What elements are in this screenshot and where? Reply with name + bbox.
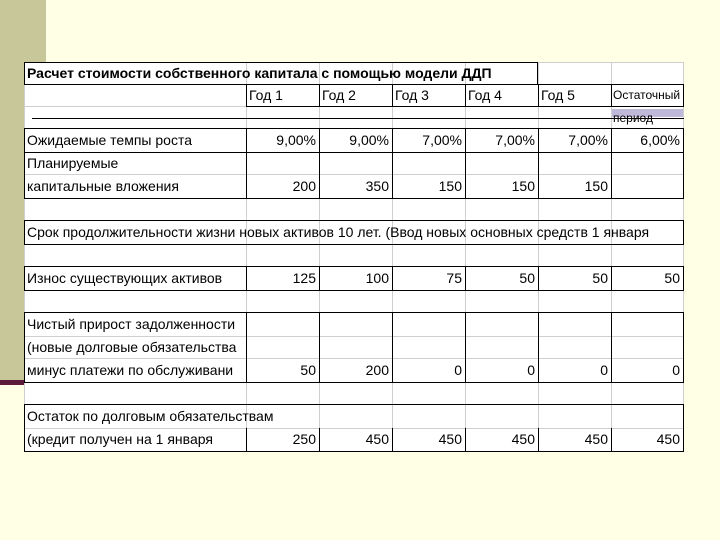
depreciation-cell: 100 [365,270,389,286]
debt-cell: 0 [672,362,680,378]
balance-label-line1: Остаток по долговым обязательствам [27,408,274,424]
balance-cell: 450 [438,431,462,447]
growth-cell: 6,00% [640,132,680,148]
debt-label-line3: минус платежи по обслуживани [27,362,234,378]
border-line [538,84,539,107]
header-year-1: Год 1 [249,87,283,103]
header-year-2: Год 2 [322,87,356,103]
growth-cell: 7,00% [495,132,535,148]
grid-line [392,62,393,452]
growth-cell: 7,00% [568,132,608,148]
header-year-5: Год 5 [541,87,575,103]
capex-cell: 200 [292,178,316,194]
debt-label-line2: (новые долговые обязательства [27,339,237,355]
spreadsheet [24,62,684,452]
growth-cell: 7,00% [422,132,462,148]
capex-cell: 350 [365,178,389,194]
depreciation-cell: 50 [664,270,680,286]
debt-label-line1: Чистый прирост задолженности [27,316,236,332]
capex-cell [611,175,680,197]
header-year-4: Год 4 [468,87,502,103]
balance-cell: 450 [511,431,535,447]
debt-cell: 50 [300,362,316,378]
growth-label: Ожидаемые темпы роста [27,132,192,148]
capex-label-line2: капитальные вложения [27,178,179,194]
grid-line [246,62,247,452]
capex-cell: 150 [511,178,535,194]
debt-cell: 0 [454,362,462,378]
grid-line [683,62,684,452]
debt-cell: 200 [365,362,389,378]
growth-cell: 9,00% [349,132,389,148]
depreciation-label: Износ существующих активов [27,270,223,286]
grid-line [538,62,539,452]
grid-line [465,62,466,452]
header-terminal: Остаточный [613,88,681,102]
border-line [611,84,612,107]
header-terminal-period: период [613,111,653,125]
depreciation-cell: 75 [446,270,462,286]
balance-cell: 450 [656,431,680,447]
grid-line [611,62,612,452]
growth-cell: 9,00% [276,132,316,148]
grid-line [319,62,320,452]
asset-life-note: Срок продолжительности жизни новых активов 10 лет. (Ввод новых основных средств 1 января [27,224,650,240]
balance-cell: 450 [365,431,389,447]
capex-cell: 150 [438,178,462,194]
depreciation-cell: 125 [292,270,316,286]
border-line [392,84,393,107]
balance-cell: 250 [292,431,316,447]
header-year-3: Год 3 [395,87,429,103]
separator-line [32,118,684,119]
capex-label-line1: Планируемые [27,155,119,171]
balance-label-line2: (кредит получен на 1 января [27,431,213,447]
depreciation-cell: 50 [592,270,608,286]
depreciation-cell: 50 [519,270,535,286]
border-line [465,84,466,107]
capex-cell: 150 [584,178,608,194]
grid-line [24,62,25,452]
debt-cell: 0 [527,362,535,378]
border-line [319,84,320,107]
sheet-title: Расчет стоимости собственного капитала с помощью модели ДДП [27,65,492,81]
balance-cell: 450 [584,431,608,447]
debt-cell: 0 [600,362,608,378]
